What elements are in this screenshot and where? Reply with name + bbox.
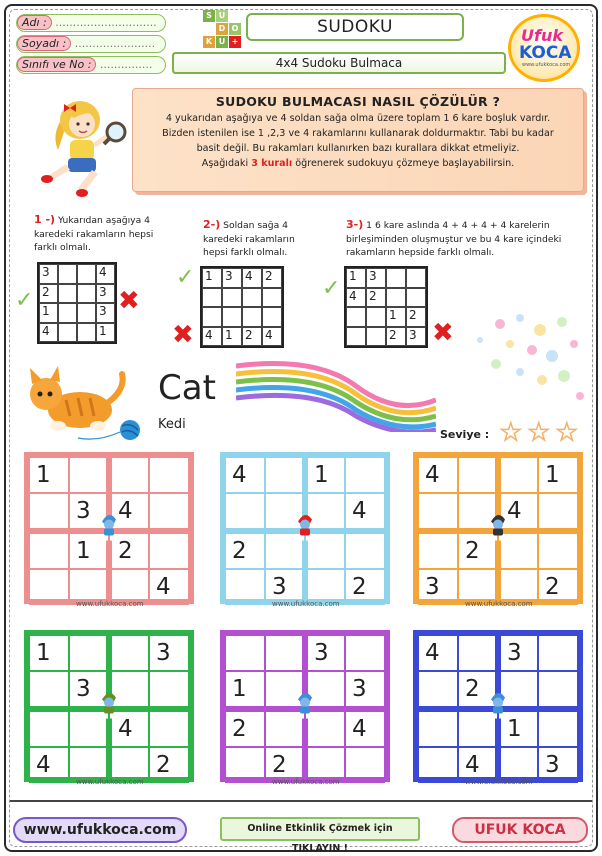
rule-grid-cell <box>58 323 77 343</box>
puzzle-cell: 2 <box>458 671 498 709</box>
howto-line <box>141 156 575 171</box>
sudoku-puzzle-6[interactable] <box>413 630 583 782</box>
rule-2-text <box>203 218 343 260</box>
puzzle-cell: 1 <box>305 457 345 493</box>
rule-line <box>34 213 184 228</box>
sudoku-puzzle-1[interactable] <box>24 452 194 604</box>
cross-icon: ✖ <box>432 318 454 348</box>
puzzle-cell: 3 <box>345 671 385 709</box>
star-icon: ★ <box>528 418 550 446</box>
puzzle-cell[interactable] <box>29 493 69 531</box>
puzzle-cell: 4 <box>498 493 538 531</box>
rule-line: karedeki rakamların <box>203 233 295 245</box>
cat-illustration <box>18 360 144 444</box>
smurf-mascot-icon <box>294 512 316 542</box>
brand-name-first: Ufuk <box>521 26 563 45</box>
puzzle-cell[interactable] <box>538 709 578 747</box>
rule-grid-cell <box>242 288 262 308</box>
howto-line-pre: Aşağıdaki <box>201 158 249 169</box>
rule-grid-cell: 2 <box>262 268 282 288</box>
puzzle-cell: 4 <box>458 747 498 783</box>
rule-grid-cell <box>346 307 366 327</box>
puzzle-cell[interactable] <box>225 635 265 671</box>
rule-grid-cell: 1 <box>202 268 222 288</box>
puzzle-cell: 4 <box>345 709 385 747</box>
puzzle-cell[interactable] <box>29 671 69 709</box>
rule-grid-cell <box>366 307 386 327</box>
rule-line <box>346 218 586 233</box>
logo-letter: O <box>229 23 241 35</box>
howto-line: Bizden istenilen ise 1 ,2,3 ve 4 rakamlarını kullanarak doldurmaktır. Tabi bu kadar <box>162 128 554 139</box>
rule-line-text: Yukarıdan aşağıya 4 <box>58 215 150 226</box>
puzzle-cell: 3 <box>265 569 305 605</box>
logo-letter: U <box>216 36 228 48</box>
cross-icon: ✖ <box>118 286 140 316</box>
puzzle-cell[interactable] <box>225 569 265 605</box>
puzzle-cell: 1 <box>29 457 69 493</box>
class-number-dots: ............... <box>99 58 153 71</box>
puzzle-cell[interactable] <box>458 635 498 671</box>
puzzle-cell[interactable] <box>225 493 265 531</box>
rule-grid-cell: 1 <box>346 268 366 288</box>
puzzle-cell[interactable] <box>345 531 385 569</box>
smurf-mascot-icon <box>98 512 120 542</box>
rule-grid-cell: 2 <box>406 307 426 327</box>
puzzle-cell: 2 <box>149 747 189 783</box>
rule-line: rakamların hepside farklı olmalı. <box>346 247 495 258</box>
puzzle-cell: 4 <box>418 635 458 671</box>
decorative-dots <box>440 300 590 420</box>
puzzle-cell[interactable] <box>418 747 458 783</box>
online-activity-button[interactable]: Online Etkinlik Çözmek için TIKLAYIN ! <box>220 817 420 841</box>
brand-url: www.ufukkoca.com <box>522 62 571 68</box>
puzzle-cell: 1 <box>69 531 109 569</box>
rule-line-text: Soldan sağa 4 <box>223 220 289 231</box>
star-icon: ★ <box>556 418 578 446</box>
rule-grid-cell: 1 <box>386 307 406 327</box>
smurf-mascot-icon <box>487 512 509 542</box>
puzzle-cell: 3 <box>538 747 578 783</box>
rule-grid-cell <box>58 264 77 284</box>
puzzle-cell: 4 <box>345 493 385 531</box>
puzzle-cell[interactable] <box>149 493 189 531</box>
rule-grid-cell <box>58 284 77 304</box>
puzzle-cell[interactable] <box>538 635 578 671</box>
rule-grid-cell: 3 <box>96 284 115 304</box>
rule-grid-cell: 4 <box>242 268 262 288</box>
rule-grid-cell <box>202 307 222 327</box>
howto-line: 4 yukarıdan aşağıya ve 4 soldan sağa olma üzere toplam 1 6 kare boşluk vardır. <box>165 113 551 124</box>
puzzle-url: www.ufukkoca.com <box>76 778 144 786</box>
rule-grid-cell: 3 <box>406 327 426 347</box>
rule-number: 1 -) <box>34 213 56 226</box>
rule-line: hepsi farklı olmalı. <box>203 247 288 258</box>
surname-label: Soyadı : <box>17 36 71 51</box>
howto-title: SUDOKU BULMACASI NASIL ÇÖZÜLÜR ? <box>215 94 501 109</box>
sudoku-puzzle-2[interactable] <box>220 452 390 604</box>
puzzle-url: www.ufukkoca.com <box>272 778 340 786</box>
puzzle-cell[interactable] <box>458 457 498 493</box>
rule-grid-cell <box>386 288 406 308</box>
rule-grid-cell: 4 <box>346 288 366 308</box>
rule-grid-cell: 4 <box>202 327 222 347</box>
level-label: Seviye : <box>440 428 490 441</box>
rule-number: 3-) <box>346 218 364 231</box>
rule-grid-cell <box>222 288 242 308</box>
brand-name-last: KOCA <box>519 43 572 63</box>
rule-grid-cell <box>77 303 96 323</box>
puzzle-url: www.ufukkoca.com <box>465 600 533 608</box>
footer-brand-link[interactable]: UFUK KOCA <box>452 817 588 843</box>
rule-grid-cell: 4 <box>39 323 58 343</box>
rule-grid-cell <box>346 327 366 347</box>
puzzle-cell[interactable] <box>265 635 305 671</box>
howto-line: basit değil. Bu rakamları kullanırken bazı kurallara dikkat etmeliyiz. <box>196 143 520 154</box>
rule-grid-cell <box>77 323 96 343</box>
rule-grid-cell <box>366 327 386 347</box>
name-dots: ............................. <box>55 16 157 29</box>
rainbow-swoosh <box>236 356 436 432</box>
rule-grid-cell <box>262 307 282 327</box>
girl-magnifier-illustration <box>38 92 130 200</box>
rule-grid-cell: 4 <box>262 327 282 347</box>
rule-grid-cell: 3 <box>222 268 242 288</box>
rule-grid-cell: 2 <box>366 288 386 308</box>
puzzle-cell[interactable] <box>498 457 538 493</box>
page-title: SUDOKU <box>246 13 464 41</box>
howto-rule-count: 3 kuralı <box>251 158 293 169</box>
puzzle-cell: 1 <box>225 671 265 709</box>
footer-divider <box>10 800 592 802</box>
rule-1-text <box>34 213 184 255</box>
puzzle-cell[interactable] <box>69 457 109 493</box>
puzzle-url: www.ufukkoca.com <box>76 600 144 608</box>
rule-1-grid <box>37 262 117 344</box>
puzzle-cell[interactable] <box>538 531 578 569</box>
puzzle-cell[interactable] <box>149 709 189 747</box>
rule-grid-cell <box>386 268 406 288</box>
puzzle-cell: 3 <box>305 635 345 671</box>
rule-3-text <box>346 218 586 260</box>
rule-grid-cell: 4 <box>96 264 115 284</box>
puzzle-cell[interactable] <box>265 457 305 493</box>
sudoku-logo-icon <box>203 10 241 50</box>
puzzle-cell[interactable] <box>149 531 189 569</box>
puzzle-cell: 2 <box>265 747 305 783</box>
logo-letter: U <box>216 10 228 22</box>
puzzle-cell[interactable] <box>109 635 149 671</box>
sudoku-puzzle-4[interactable] <box>24 630 194 782</box>
smurf-mascot-icon <box>487 690 509 720</box>
puzzle-cell: 4 <box>109 493 149 531</box>
puzzle-cell: 1 <box>29 635 69 671</box>
puzzle-cell[interactable] <box>69 635 109 671</box>
puzzle-cell[interactable] <box>109 457 149 493</box>
puzzle-cell: 2 <box>225 531 265 569</box>
puzzle-cell: 2 <box>345 569 385 605</box>
rule-grid-cell: 1 <box>39 303 58 323</box>
howto-line-post: öğrenerek sudokuyu çözmeye başlayabilirsin. <box>295 158 515 169</box>
puzzle-cell: 4 <box>149 569 189 605</box>
rule-grid-cell: 3 <box>96 303 115 323</box>
rule-grid-cell: 2 <box>39 284 58 304</box>
cross-icon: ✖ <box>172 320 194 350</box>
rule-grid-cell: 1 <box>96 323 115 343</box>
rule-grid-cell: 1 <box>222 327 242 347</box>
smurf-mascot-icon <box>98 690 120 720</box>
puzzle-cell: 3 <box>418 569 458 605</box>
puzzle-cell[interactable] <box>29 569 69 605</box>
puzzle-cell: 2 <box>538 569 578 605</box>
puzzle-url: www.ufukkoca.com <box>272 600 340 608</box>
name-label: Adı : <box>17 15 52 30</box>
name-field[interactable] <box>16 14 166 32</box>
rule-grid-cell <box>77 264 96 284</box>
star-icon: ★ <box>500 418 522 446</box>
puzzle-cell: 3 <box>69 671 109 709</box>
puzzle-cell: 4 <box>418 457 458 493</box>
check-icon: ✓ <box>176 265 195 290</box>
rule-grid-cell <box>58 303 77 323</box>
smurf-mascot-icon <box>294 690 316 720</box>
rule-grid-cell <box>406 288 426 308</box>
surname-dots: ....................... <box>74 37 156 50</box>
cat-word: Cat <box>158 368 216 408</box>
sudoku-puzzle-5[interactable] <box>220 630 390 782</box>
cat-translation: Kedi <box>158 417 186 432</box>
rule-line <box>203 218 343 233</box>
puzzle-cell[interactable] <box>345 747 385 783</box>
rule-grid-cell: 2 <box>242 327 262 347</box>
class-number-field[interactable] <box>16 56 166 74</box>
logo-letter: + <box>229 36 241 48</box>
puzzle-cell[interactable] <box>149 457 189 493</box>
rule-grid-cell: 2 <box>386 327 406 347</box>
check-icon: ✓ <box>15 288 34 313</box>
puzzle-cell: 2 <box>225 709 265 747</box>
class-number-label: Sınıfı ve No : <box>17 57 96 72</box>
logo-letter: K <box>203 36 215 48</box>
logo-letter: D <box>216 23 228 35</box>
rule-grid-cell <box>222 307 242 327</box>
puzzle-cell[interactable] <box>418 671 458 709</box>
puzzle-cell[interactable] <box>538 671 578 709</box>
rule-line: karedeki rakamların hepsi <box>34 228 154 240</box>
rule-grid-cell <box>406 268 426 288</box>
puzzle-cell: 2 <box>109 531 149 569</box>
rule-line-text: 1 6 kare aslında 4 + 4 + 4 + 4 karelerin <box>366 220 550 231</box>
puzzle-cell: 2 <box>458 531 498 569</box>
puzzle-cell: 3 <box>498 635 538 671</box>
puzzle-cell: 3 <box>69 493 109 531</box>
howto-text <box>141 111 575 171</box>
rule-grid-cell: 3 <box>366 268 386 288</box>
puzzle-cell[interactable] <box>418 709 458 747</box>
footer-website-link[interactable]: www.ufukkoca.com <box>13 817 187 843</box>
rule-line: birleşiminden oluşmuştur ve bu 4 kare içindeki <box>346 233 562 245</box>
page-subtitle: 4x4 Sudoku Bulmaca <box>172 52 506 74</box>
rule-grid-cell <box>242 307 262 327</box>
puzzle-cell: 4 <box>29 747 69 783</box>
rule-grid-cell <box>262 288 282 308</box>
puzzle-cell[interactable] <box>418 493 458 531</box>
rule-line: farklı olmalı. <box>34 242 91 253</box>
puzzle-cell: 4 <box>109 709 149 747</box>
puzzle-cell[interactable] <box>29 709 69 747</box>
puzzle-cell[interactable] <box>225 747 265 783</box>
puzzle-cell: 1 <box>498 709 538 747</box>
puzzle-cell[interactable] <box>345 635 385 671</box>
rule-number: 2-) <box>203 218 221 231</box>
puzzle-cell[interactable] <box>29 531 69 569</box>
puzzle-cell[interactable] <box>538 493 578 531</box>
sudoku-puzzle-3[interactable] <box>413 452 583 604</box>
puzzle-cell[interactable] <box>149 671 189 709</box>
rule-grid-cell <box>202 288 222 308</box>
rule-grid-cell <box>77 284 96 304</box>
rule-grid-cell: 3 <box>39 264 58 284</box>
surname-field[interactable] <box>16 35 166 53</box>
howto-panel <box>132 88 584 192</box>
puzzle-cell[interactable] <box>418 531 458 569</box>
logo-letter: S <box>203 10 215 22</box>
puzzle-cell[interactable] <box>345 457 385 493</box>
puzzle-cell: 4 <box>225 457 265 493</box>
puzzle-url: www.ufukkoca.com <box>465 778 533 786</box>
rule-3-grid <box>344 266 428 348</box>
rule-2-grid <box>200 266 284 348</box>
puzzle-cell: 3 <box>149 635 189 671</box>
puzzle-cell: 1 <box>538 457 578 493</box>
check-icon: ✓ <box>322 276 341 301</box>
